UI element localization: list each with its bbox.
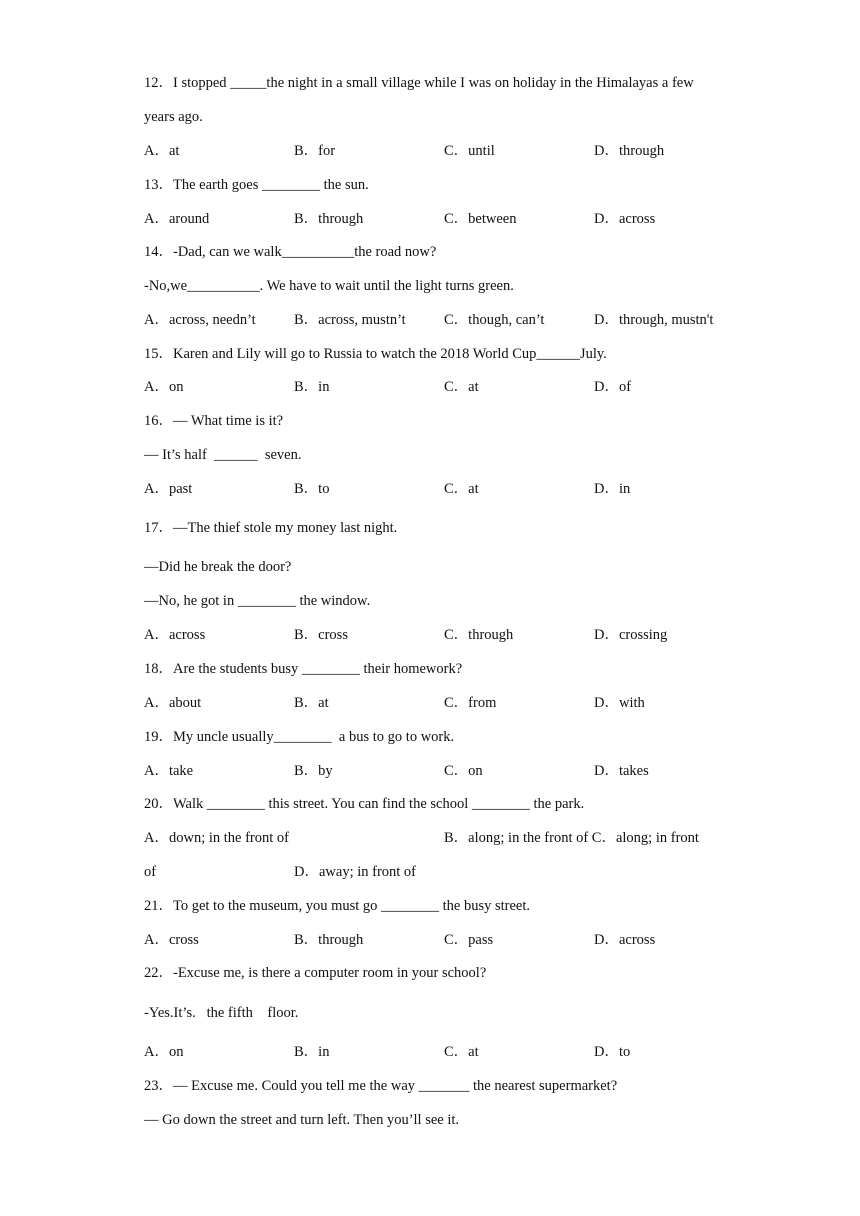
q13-option-d: D．across: [594, 211, 656, 227]
q15-option-a: A．on: [144, 379, 184, 395]
q13-options: [144, 210, 744, 228]
q12-option-b: B．for: [294, 143, 336, 159]
q14-option-b: B．across, mustn’t: [294, 312, 406, 328]
q17-dialog2: —No, he got in ________ the window.: [144, 593, 371, 609]
q14-option-a: A．across, needn’t: [144, 312, 256, 328]
q14-dialog: -No,we__________. We have to wait until the light turns green.: [144, 278, 514, 294]
q20-stem: 20．Walk ________ this street. You can find the school ________ the park.: [144, 796, 585, 812]
q20-options-row2: [144, 863, 744, 881]
q17-stem: 17．—The thief stole my money last night.: [144, 520, 398, 536]
q12-option-c: C．until: [444, 143, 495, 159]
q12-stem-line2: years ago.: [144, 109, 203, 125]
q21-option-d: D．across: [594, 932, 656, 948]
q17-option-a: A．across: [144, 627, 206, 643]
q23-stem: 23．— Excuse me. Could you tell me the way _______ the nearest supermarket?: [144, 1078, 618, 1094]
q20-options-row1: [144, 829, 744, 847]
q15-option-d: D．of: [594, 379, 632, 395]
q18-option-b: B．at: [294, 695, 329, 711]
q12-option-d: D．through: [594, 143, 665, 159]
q22-option-a: A．on: [144, 1044, 184, 1060]
q15-option-b: B．in: [294, 379, 330, 395]
q13-option-c: C．between: [444, 211, 517, 227]
q17-options: [144, 626, 744, 644]
q14-option-d: D．through, mustn't: [594, 312, 714, 328]
q22-stem: 22．-Excuse me, is there a computer room in your school?: [144, 965, 487, 981]
q18-option-d: D．with: [594, 695, 645, 711]
q19-options: [144, 762, 744, 780]
q23-dialog: — Go down the street and turn left. Then you’ll see it.: [144, 1112, 460, 1128]
q16-options: [144, 480, 744, 498]
q22-options: [144, 1043, 744, 1061]
q12-option-a: A．at: [144, 143, 180, 159]
q12-options: [144, 142, 744, 160]
q20-option-d: D．away; in front of: [294, 864, 417, 880]
q20-option-a: A．down; in the front of: [144, 830, 289, 846]
q14-stem: 14．-Dad, can we walk__________the road now?: [144, 244, 437, 260]
q13-stem: 13．The earth goes ________ the sun.: [144, 177, 369, 193]
q17-option-b: B．cross: [294, 627, 348, 643]
q14-options: [144, 311, 744, 329]
q15-options: [144, 378, 744, 396]
q19-option-d: D．takes: [594, 763, 649, 779]
q21-option-c: C．pass: [444, 932, 494, 948]
q22-option-d: D．to: [594, 1044, 631, 1060]
q20-option-c-continued: of: [144, 864, 157, 880]
q13-option-b: B．through: [294, 211, 364, 227]
q16-option-b: B．to: [294, 481, 330, 497]
q22-option-c: C．at: [444, 1044, 479, 1060]
q18-option-a: A．about: [144, 695, 202, 711]
q17-dialog1: —Did he break the door?: [144, 559, 292, 575]
q20-option-b-c: B．along; in the front of C．along; in front: [444, 830, 699, 846]
q22-dialog: -Yes.It’s. the fifth floor.: [144, 1005, 299, 1021]
q18-stem: 18．Are the students busy ________ their homework?: [144, 661, 463, 677]
q19-option-c: C．on: [444, 763, 483, 779]
q14-option-c: C．though, can’t: [444, 312, 545, 328]
q19-option-a: A．take: [144, 763, 194, 779]
q15-stem: 15．Karen and Lily will go to Russia to watch the 2018 World Cup______July.: [144, 346, 607, 362]
q16-option-a: A．past: [144, 481, 193, 497]
q15-option-c: C．at: [444, 379, 479, 395]
q18-option-c: C．from: [444, 695, 497, 711]
q19-option-b: B．by: [294, 763, 333, 779]
q16-stem: 16．— What time is it?: [144, 413, 284, 429]
q16-option-d: D．in: [594, 481, 631, 497]
q21-stem: 21．To get to the museum, you must go ________ the busy street.: [144, 898, 531, 914]
q17-option-c: C．through: [444, 627, 514, 643]
q19-stem: 19．My uncle usually________ a bus to go to work.: [144, 729, 455, 745]
q17-option-d: D．crossing: [594, 627, 668, 643]
q21-option-b: B．through: [294, 932, 364, 948]
q13-option-a: A．around: [144, 211, 210, 227]
q16-option-c: C．at: [444, 481, 479, 497]
q21-options: [144, 931, 744, 949]
q18-options: [144, 694, 744, 712]
q22-option-b: B．in: [294, 1044, 330, 1060]
q12-stem-line1: 12．I stopped _____the night in a small village while I was on holiday in the Himalayas a few: [144, 75, 694, 91]
q21-option-a: A．cross: [144, 932, 199, 948]
q16-dialog: — It’s half ______ seven.: [144, 447, 302, 463]
